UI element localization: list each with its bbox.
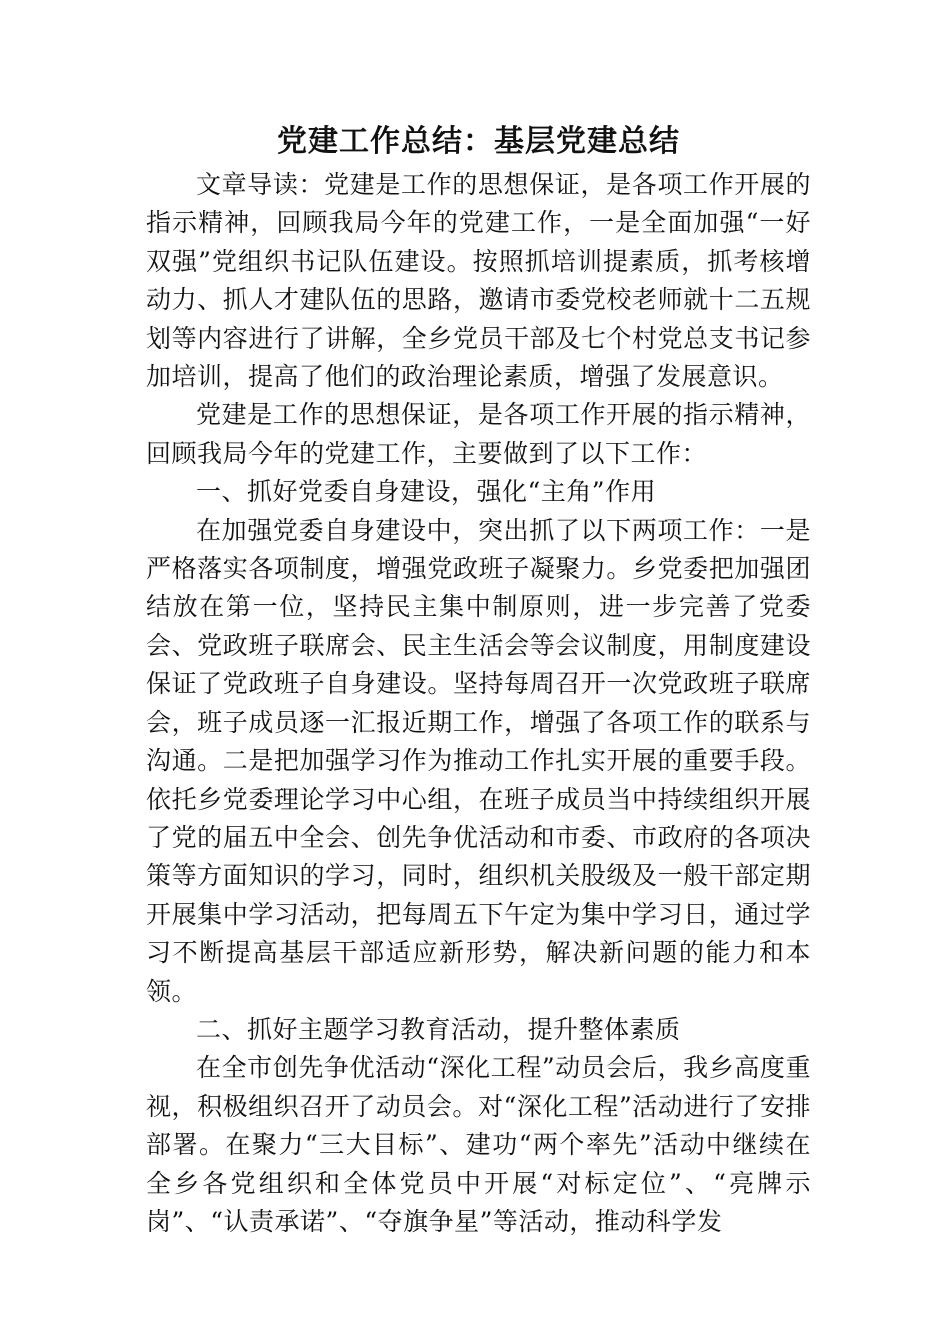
document-page	[146, 118, 811, 1241]
document-title: 党建工作总结：基层党建总结	[277, 124, 680, 159]
section-heading-1: 一、抓好党委自身建设，强化“主角”作用	[196, 477, 657, 507]
section-heading-2: 二、抓好主题学习教育活动，提升整体素质	[196, 1014, 681, 1044]
intro-paragraph: 文章导读：党建是工作的思想保证，是各项工作开展的指示精神，回顾我局今年的党建工作，一是全面加强“一好双强”党组织书记队伍建设。按照抓培训提素质，抓考核增动力、抓人才建队伍的思路，邀请市委党校老师就十二五规划等内容进行了讲解，全乡党员干部及七个村党总支书记参加培训，提高了他们的政治理论素质，增强了发展意识。	[146, 170, 811, 392]
body-paragraph: 在全市创先争优活动“深化工程”动员会后，我乡高度重视，积极组织召开了动员会。对“深化工程”活动进行了安排部署。在聚力“三大目标”、建功“两个率先”活动中继续在全乡各党组织和全体党员中开展“对标定位”、“亮牌示岗”、“认责承诺”、“夺旗争星”等活动，推动科学发	[146, 1053, 811, 1236]
body-paragraph: 党建是工作的思想保证，是各项工作开展的指示精神，回顾我局今年的党建工作，主要做到了以下工作：	[146, 400, 811, 468]
body-paragraph: 在加强党委自身建设中，突出抓了以下两项工作：一是严格落实各项制度，增强党政班子凝聚力。乡党委把加强团结放在第一位，坚持民主集中制原则，进一步完善了党委会、党政班子联席会、民主生活会等会议制度，用制度建设保证了党政班子自身建设。坚持每周召开一次党政班子联席会，班子成员逐一汇报近期工作，增强了各项工作的联系与沟通。二是把加强学习作为推动工作扎实开展的重要手段。依托乡党委理论学习中心组，在班子成员当中持续组织开展了党的届五中全会、创先争优活动和市委、市政府的各项决策等方面知识的学习，同时，组织机关股级及一般干部定期开展集中学习活动，把每周五下午定为集中学习日，通过学习不断提高基层干部适应新形势，解决新问题的能力和本领。	[146, 515, 811, 1006]
